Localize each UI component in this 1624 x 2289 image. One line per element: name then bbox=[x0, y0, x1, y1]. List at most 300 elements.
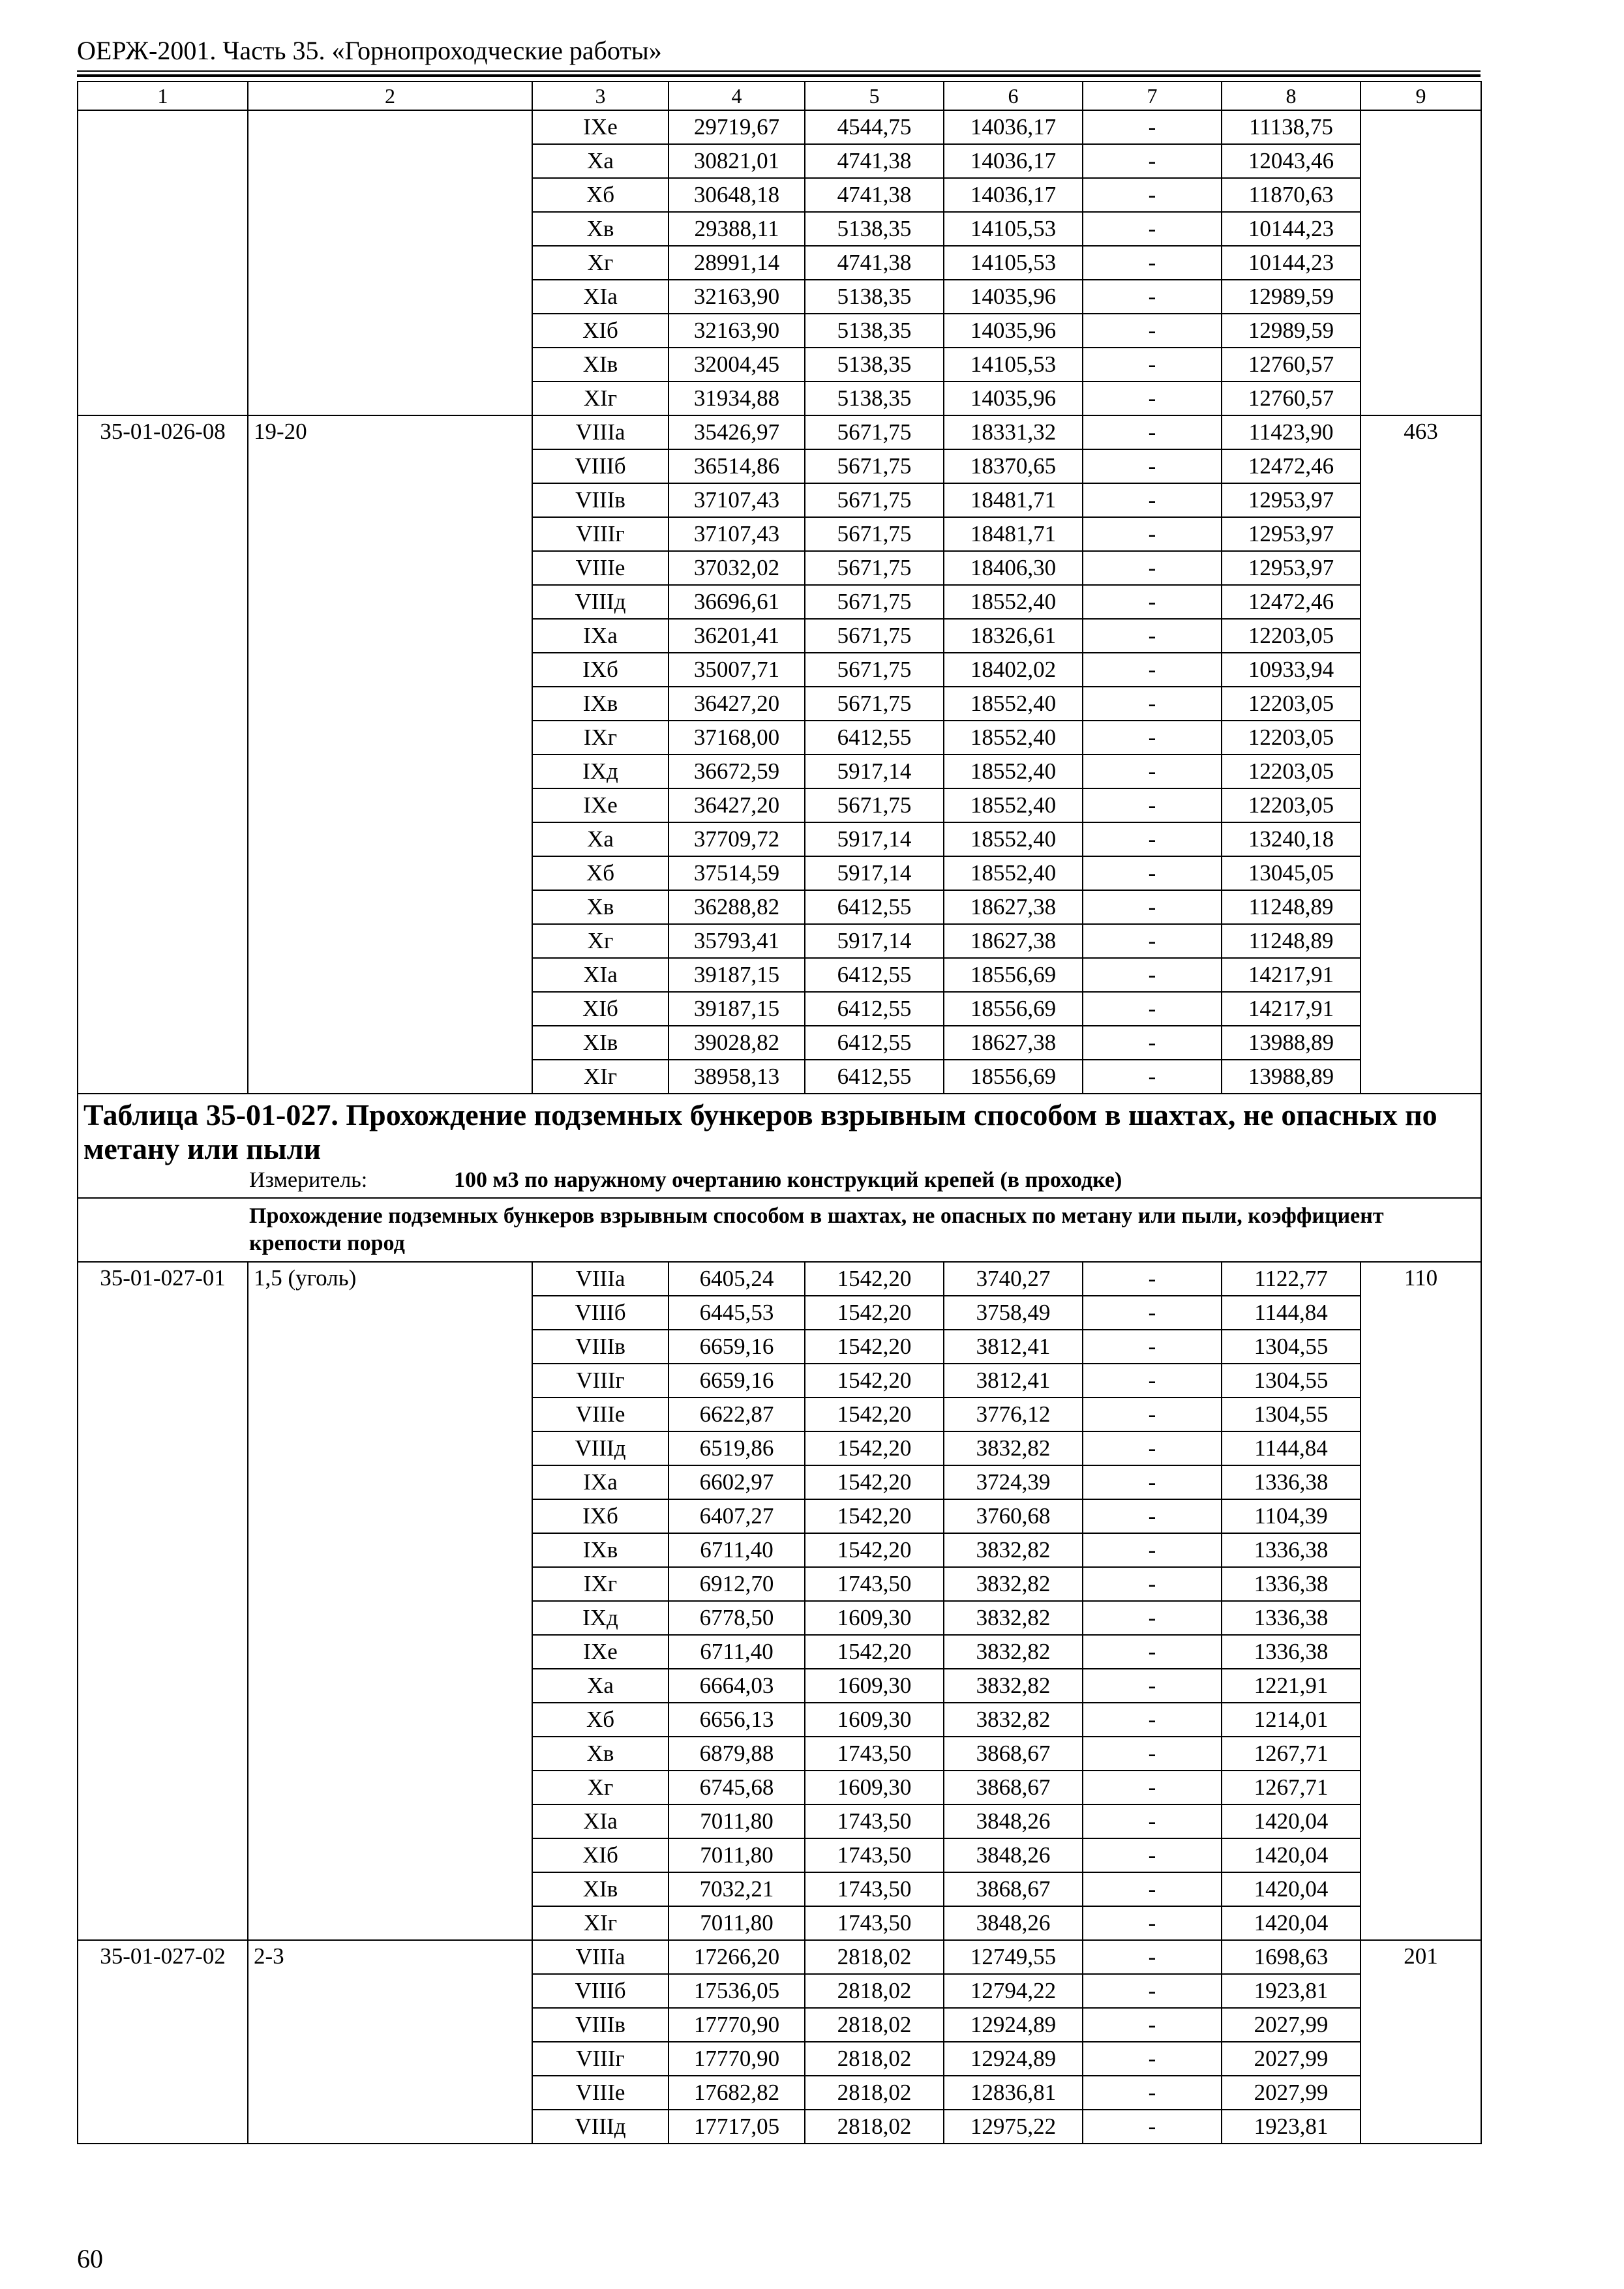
table-cell: 17266,20 bbox=[669, 1940, 805, 1974]
table-cell: - bbox=[1083, 1669, 1222, 1703]
table-cell: 11870,63 bbox=[1222, 178, 1361, 212]
table-cell: 18370,65 bbox=[944, 449, 1083, 483]
table-cell: 1609,30 bbox=[805, 1703, 944, 1737]
table-cell: - bbox=[1083, 1364, 1222, 1398]
table-cell: 6407,27 bbox=[669, 1499, 805, 1533]
table-cell: - bbox=[1083, 1635, 1222, 1669]
table-cell: 1420,04 bbox=[1222, 1804, 1361, 1838]
table-cell: 18552,40 bbox=[944, 856, 1083, 890]
table-cell: 6602,97 bbox=[669, 1465, 805, 1499]
table-cell: 2027,99 bbox=[1222, 2042, 1361, 2076]
table-cell: 39028,82 bbox=[669, 1026, 805, 1060]
table-cell: Xa bbox=[532, 822, 669, 856]
table-cell: 12203,05 bbox=[1222, 687, 1361, 721]
table-cell: 12975,22 bbox=[944, 2110, 1083, 2144]
table-cell: - bbox=[1083, 1330, 1222, 1364]
table-cell: 1542,20 bbox=[805, 1533, 944, 1567]
table-cell: 1923,81 bbox=[1222, 1974, 1361, 2008]
table-cell: 37709,72 bbox=[669, 822, 805, 856]
table-cell: 1743,50 bbox=[805, 1838, 944, 1872]
table-cell: Xг bbox=[532, 246, 669, 280]
col9-value: 463 bbox=[1361, 415, 1481, 1094]
table-cell: 37168,00 bbox=[669, 721, 805, 755]
table-cell: - bbox=[1083, 178, 1222, 212]
table-cell: 5138,35 bbox=[805, 212, 944, 246]
table-cell: 6711,40 bbox=[669, 1635, 805, 1669]
table-cell: - bbox=[1083, 2076, 1222, 2110]
table-cell: VIIIa bbox=[532, 1940, 669, 1974]
table-cell: - bbox=[1083, 2110, 1222, 2144]
table-cell: 18402,02 bbox=[944, 653, 1083, 687]
table-cell: 1420,04 bbox=[1222, 1906, 1361, 1940]
table-cell: 28991,14 bbox=[669, 246, 805, 280]
table-cell: - bbox=[1083, 992, 1222, 1026]
table-title: Таблица 35-01-027. Прохождение подземных бункеров взрывным способом в шахтах, не опасных по метану или пыли bbox=[83, 1098, 1437, 1165]
table-cell: XIв bbox=[532, 1026, 669, 1060]
table-cell: Xa bbox=[532, 1669, 669, 1703]
table-cell: 12989,59 bbox=[1222, 280, 1361, 314]
table-cell: VIIIв bbox=[532, 1330, 669, 1364]
table-cell: 1144,84 bbox=[1222, 1296, 1361, 1330]
rate-code: 35-01-027-02 bbox=[78, 1940, 248, 2144]
table-cell: 18552,40 bbox=[944, 822, 1083, 856]
table-cell: 6412,55 bbox=[805, 1060, 944, 1094]
table-cell: IXв bbox=[532, 1533, 669, 1567]
table-cell: 3812,41 bbox=[944, 1330, 1083, 1364]
table-cell: 3848,26 bbox=[944, 1838, 1083, 1872]
table-cell: 5671,75 bbox=[805, 619, 944, 653]
table-cell: - bbox=[1083, 348, 1222, 382]
table-cell: 6656,13 bbox=[669, 1703, 805, 1737]
rate-code bbox=[78, 110, 248, 415]
table-cell: 37514,59 bbox=[669, 856, 805, 890]
column-number: 8 bbox=[1222, 82, 1361, 110]
table-cell: 17770,90 bbox=[669, 2008, 805, 2042]
table-cell: 3724,39 bbox=[944, 1465, 1083, 1499]
table-cell: 1104,39 bbox=[1222, 1499, 1361, 1533]
table-cell: XIг bbox=[532, 1906, 669, 1940]
table-cell: 12203,05 bbox=[1222, 788, 1361, 822]
table-cell: 1542,20 bbox=[805, 1330, 944, 1364]
table-cell: - bbox=[1083, 246, 1222, 280]
table-cell: XIв bbox=[532, 348, 669, 382]
column-number: 3 bbox=[532, 82, 669, 110]
column-number: 4 bbox=[669, 82, 805, 110]
table-cell: VIIIд bbox=[532, 2110, 669, 2144]
table-row bbox=[78, 110, 1481, 144]
table-cell: - bbox=[1083, 382, 1222, 415]
table-cell: - bbox=[1083, 788, 1222, 822]
table-cell: - bbox=[1083, 856, 1222, 890]
table-cell: 12760,57 bbox=[1222, 382, 1361, 415]
table-cell: 18552,40 bbox=[944, 721, 1083, 755]
table-cell: 5917,14 bbox=[805, 924, 944, 958]
table-cell: 5671,75 bbox=[805, 551, 944, 585]
table-cell: - bbox=[1083, 687, 1222, 721]
table-cell: XIв bbox=[532, 1872, 669, 1906]
table-cell: 13988,89 bbox=[1222, 1026, 1361, 1060]
table-cell: 35007,71 bbox=[669, 653, 805, 687]
table-cell: 30821,01 bbox=[669, 144, 805, 178]
rate-code: 35-01-027-01 bbox=[78, 1262, 248, 1940]
table-cell: 1214,01 bbox=[1222, 1703, 1361, 1737]
rock-hardness: 19-20 bbox=[248, 415, 532, 1094]
table-cell: - bbox=[1083, 1533, 1222, 1567]
table-cell: 5917,14 bbox=[805, 755, 944, 788]
table-cell: 7011,80 bbox=[669, 1838, 805, 1872]
table-cell: 3760,68 bbox=[944, 1499, 1083, 1533]
table-cell: 2027,99 bbox=[1222, 2076, 1361, 2110]
table-cell: 11248,89 bbox=[1222, 924, 1361, 958]
table-cell: VIIIв bbox=[532, 2008, 669, 2042]
table-cell: 1122,77 bbox=[1222, 1262, 1361, 1296]
table-cell: 11423,90 bbox=[1222, 415, 1361, 449]
table-cell: 18326,61 bbox=[944, 619, 1083, 653]
page-number: 60 bbox=[77, 2244, 103, 2273]
table-cell: - bbox=[1083, 144, 1222, 178]
table-cell: 13988,89 bbox=[1222, 1060, 1361, 1094]
table-cell: - bbox=[1083, 1431, 1222, 1465]
table-cell: 3832,82 bbox=[944, 1533, 1083, 1567]
table-cell: 5138,35 bbox=[805, 314, 944, 348]
table-cell: 17682,82 bbox=[669, 2076, 805, 2110]
table-cell: 18556,69 bbox=[944, 958, 1083, 992]
table-cell: 14217,91 bbox=[1222, 992, 1361, 1026]
table-cell: 3832,82 bbox=[944, 1601, 1083, 1635]
table-cell: IXг bbox=[532, 721, 669, 755]
table-cell: 1221,91 bbox=[1222, 1669, 1361, 1703]
table-cell: 36672,59 bbox=[669, 755, 805, 788]
table-cell: 3868,67 bbox=[944, 1872, 1083, 1906]
table-cell: 3848,26 bbox=[944, 1804, 1083, 1838]
table-cell: 13045,05 bbox=[1222, 856, 1361, 890]
unit-line bbox=[83, 1166, 1475, 1195]
table-cell: 4741,38 bbox=[805, 144, 944, 178]
column-number: 5 bbox=[805, 82, 944, 110]
table-cell: VIIIд bbox=[532, 585, 669, 619]
table-cell: 6519,86 bbox=[669, 1431, 805, 1465]
table-cell: XIг bbox=[532, 382, 669, 415]
table-cell: 36696,61 bbox=[669, 585, 805, 619]
table-cell: VIIIг bbox=[532, 517, 669, 551]
table-cell: Xб bbox=[532, 1703, 669, 1737]
table-cell: 12749,55 bbox=[944, 1940, 1083, 1974]
table-cell: 1336,38 bbox=[1222, 1567, 1361, 1601]
table-cell: 3740,27 bbox=[944, 1262, 1083, 1296]
table-cell: 6879,88 bbox=[669, 1737, 805, 1771]
table-cell: 1743,50 bbox=[805, 1804, 944, 1838]
table-cell: - bbox=[1083, 212, 1222, 246]
column-number: 6 bbox=[944, 82, 1083, 110]
table-cell: - bbox=[1083, 1906, 1222, 1940]
table-cell: IXд bbox=[532, 755, 669, 788]
table-cell: - bbox=[1083, 1737, 1222, 1771]
table-cell: 12924,89 bbox=[944, 2042, 1083, 2076]
table-cell: 17536,05 bbox=[669, 1974, 805, 2008]
table-cell: 1336,38 bbox=[1222, 1533, 1361, 1567]
table-cell: - bbox=[1083, 1465, 1222, 1499]
table-cell: 5671,75 bbox=[805, 483, 944, 517]
rates-table bbox=[77, 81, 1482, 2144]
table-cell: IXa bbox=[532, 619, 669, 653]
table-cell: - bbox=[1083, 822, 1222, 856]
table-cell: 12760,57 bbox=[1222, 348, 1361, 382]
table-cell: 12472,46 bbox=[1222, 585, 1361, 619]
table-cell: IXг bbox=[532, 1567, 669, 1601]
table-cell: VIIIг bbox=[532, 2042, 669, 2076]
table-cell: 36514,86 bbox=[669, 449, 805, 483]
table-cell: 29719,67 bbox=[669, 110, 805, 144]
table-cell: 1542,20 bbox=[805, 1431, 944, 1465]
table-cell: Xв bbox=[532, 1737, 669, 1771]
table-cell: 6412,55 bbox=[805, 1026, 944, 1060]
table-cell: 18627,38 bbox=[944, 890, 1083, 924]
table-cell: XIa bbox=[532, 280, 669, 314]
table-cell: Xa bbox=[532, 144, 669, 178]
rock-hardness bbox=[248, 110, 532, 415]
table-cell: 1542,20 bbox=[805, 1262, 944, 1296]
table-cell: 12989,59 bbox=[1222, 314, 1361, 348]
table-cell: 32004,45 bbox=[669, 348, 805, 382]
table-cell: 18552,40 bbox=[944, 585, 1083, 619]
table-cell: 6711,40 bbox=[669, 1533, 805, 1567]
table-cell: 1542,20 bbox=[805, 1465, 944, 1499]
table-cell: VIIIe bbox=[532, 551, 669, 585]
table-cell: 1304,55 bbox=[1222, 1364, 1361, 1398]
table-cell: - bbox=[1083, 1398, 1222, 1431]
table-cell: 6664,03 bbox=[669, 1669, 805, 1703]
table-cell: 1923,81 bbox=[1222, 2110, 1361, 2144]
table-cell: 5671,75 bbox=[805, 653, 944, 687]
table-cell: 36201,41 bbox=[669, 619, 805, 653]
table-cell: 6778,50 bbox=[669, 1601, 805, 1635]
table-cell: XIa bbox=[532, 1804, 669, 1838]
table-cell: - bbox=[1083, 110, 1222, 144]
table-cell: VIIIв bbox=[532, 483, 669, 517]
table-cell: 5671,75 bbox=[805, 449, 944, 483]
table-cell: - bbox=[1083, 1296, 1222, 1330]
col9-value: 110 bbox=[1361, 1262, 1481, 1940]
table-cell: 6745,68 bbox=[669, 1771, 805, 1804]
col9-value: 201 bbox=[1361, 1940, 1481, 2144]
table-cell: 5917,14 bbox=[805, 822, 944, 856]
table-cell: 4741,38 bbox=[805, 178, 944, 212]
table-cell: 36288,82 bbox=[669, 890, 805, 924]
table-cell: 1743,50 bbox=[805, 1906, 944, 1940]
table-cell: 10933,94 bbox=[1222, 653, 1361, 687]
table-cell: IXe bbox=[532, 1635, 669, 1669]
table-cell: 5671,75 bbox=[805, 585, 944, 619]
table-cell: 6622,87 bbox=[669, 1398, 805, 1431]
table-cell: 14105,53 bbox=[944, 212, 1083, 246]
table-cell: 10144,23 bbox=[1222, 212, 1361, 246]
table-cell: 5671,75 bbox=[805, 517, 944, 551]
table-cell: 1609,30 bbox=[805, 1669, 944, 1703]
column-number: 1 bbox=[78, 82, 248, 110]
table-cell: 14217,91 bbox=[1222, 958, 1361, 992]
table-cell: 1267,71 bbox=[1222, 1771, 1361, 1804]
table-cell: VIIIб bbox=[532, 449, 669, 483]
running-header: ОЕРЖ-2001. Часть 35. «Горнопроходческие работы» bbox=[77, 36, 662, 65]
table-cell: 1304,55 bbox=[1222, 1330, 1361, 1364]
table-cell: - bbox=[1083, 1601, 1222, 1635]
table-row bbox=[78, 415, 1481, 449]
table-cell: 14036,17 bbox=[944, 144, 1083, 178]
table-cell: 5671,75 bbox=[805, 415, 944, 449]
table-cell: 2818,02 bbox=[805, 1974, 944, 2008]
table-cell: 37107,43 bbox=[669, 483, 805, 517]
table-cell: Xв bbox=[532, 212, 669, 246]
rate-code: 35-01-026-08 bbox=[78, 415, 248, 1094]
table-cell: - bbox=[1083, 1060, 1222, 1094]
table-cell: Xг bbox=[532, 1771, 669, 1804]
table-cell: 39187,15 bbox=[669, 992, 805, 1026]
rock-hardness: 2-3 bbox=[248, 1940, 532, 2144]
table-cell: 1609,30 bbox=[805, 1771, 944, 1804]
table-cell: 14105,53 bbox=[944, 246, 1083, 280]
table-cell: 11248,89 bbox=[1222, 890, 1361, 924]
table-cell: 3848,26 bbox=[944, 1906, 1083, 1940]
table-cell: - bbox=[1083, 1771, 1222, 1804]
table-cell: 2818,02 bbox=[805, 1940, 944, 1974]
table-cell: - bbox=[1083, 517, 1222, 551]
table-cell: 32163,90 bbox=[669, 314, 805, 348]
table-cell: 1743,50 bbox=[805, 1737, 944, 1771]
table-cell: 1336,38 bbox=[1222, 1601, 1361, 1635]
table-cell: 14035,96 bbox=[944, 382, 1083, 415]
table-cell: 18556,69 bbox=[944, 1060, 1083, 1094]
table-cell: 3868,67 bbox=[944, 1771, 1083, 1804]
table-cell: 1304,55 bbox=[1222, 1398, 1361, 1431]
table-cell: IXa bbox=[532, 1465, 669, 1499]
table-cell: 3832,82 bbox=[944, 1635, 1083, 1669]
table-cell: - bbox=[1083, 924, 1222, 958]
table-cell: - bbox=[1083, 2008, 1222, 2042]
table-cell: - bbox=[1083, 551, 1222, 585]
table-cell: 7011,80 bbox=[669, 1804, 805, 1838]
table-cell: 5671,75 bbox=[805, 687, 944, 721]
table-cell: - bbox=[1083, 890, 1222, 924]
table-cell: 3776,12 bbox=[944, 1398, 1083, 1431]
table-cell: 14036,17 bbox=[944, 178, 1083, 212]
table-cell: VIIIб bbox=[532, 1296, 669, 1330]
table-cell: - bbox=[1083, 314, 1222, 348]
table-cell: 3832,82 bbox=[944, 1669, 1083, 1703]
table-cell: - bbox=[1083, 2042, 1222, 2076]
table-cell: 6659,16 bbox=[669, 1364, 805, 1398]
header-rule-thick bbox=[77, 74, 1481, 77]
table-cell: 35426,97 bbox=[669, 415, 805, 449]
table-cell: 3868,67 bbox=[944, 1737, 1083, 1771]
table-cell: VIIIe bbox=[532, 2076, 669, 2110]
table-cell: 18552,40 bbox=[944, 788, 1083, 822]
table-cell: 6412,55 bbox=[805, 958, 944, 992]
table-cell: IXв bbox=[532, 687, 669, 721]
table-cell: 36427,20 bbox=[669, 687, 805, 721]
table-cell: 1609,30 bbox=[805, 1601, 944, 1635]
table-cell: 12472,46 bbox=[1222, 449, 1361, 483]
table-cell: 12794,22 bbox=[944, 1974, 1083, 2008]
table-cell: IXб bbox=[532, 1499, 669, 1533]
table-cell: 29388,11 bbox=[669, 212, 805, 246]
table-cell: 13240,18 bbox=[1222, 822, 1361, 856]
table-cell: 6412,55 bbox=[805, 890, 944, 924]
table-cell: 1542,20 bbox=[805, 1398, 944, 1431]
table-cell: 5671,75 bbox=[805, 788, 944, 822]
table-row bbox=[78, 1940, 1481, 1974]
table-cell: 18627,38 bbox=[944, 1026, 1083, 1060]
table-cell: - bbox=[1083, 1567, 1222, 1601]
table-cell: - bbox=[1083, 1703, 1222, 1737]
table-cell: 2818,02 bbox=[805, 2110, 944, 2144]
table-cell: 1336,38 bbox=[1222, 1465, 1361, 1499]
table-cell: 32163,90 bbox=[669, 280, 805, 314]
table-cell: - bbox=[1083, 755, 1222, 788]
table-cell: - bbox=[1083, 619, 1222, 653]
table-cell: 6405,24 bbox=[669, 1262, 805, 1296]
table-cell: 17770,90 bbox=[669, 2042, 805, 2076]
table-cell: 3812,41 bbox=[944, 1364, 1083, 1398]
table-cell: 10144,23 bbox=[1222, 246, 1361, 280]
table-cell: 1336,38 bbox=[1222, 1635, 1361, 1669]
table-subtitle: Прохождение подземных бункеров взрывным способом в шахтах, не опасных по метану или пыли, коэффициент крепости пород bbox=[78, 1198, 1481, 1262]
table-cell: Xб bbox=[532, 178, 669, 212]
table-cell: 18481,71 bbox=[944, 517, 1083, 551]
table-cell: - bbox=[1083, 1804, 1222, 1838]
table-cell: 1542,20 bbox=[805, 1296, 944, 1330]
table-cell: 1542,20 bbox=[805, 1499, 944, 1533]
table-cell: 11138,75 bbox=[1222, 110, 1361, 144]
table-cell: Xб bbox=[532, 856, 669, 890]
table-cell: 1542,20 bbox=[805, 1364, 944, 1398]
table-cell: XIб bbox=[532, 1838, 669, 1872]
col9-value bbox=[1361, 110, 1481, 415]
column-number: 9 bbox=[1361, 82, 1481, 110]
table-cell: 18406,30 bbox=[944, 551, 1083, 585]
table-cell: 6659,16 bbox=[669, 1330, 805, 1364]
table-cell: VIIIa bbox=[532, 415, 669, 449]
table-cell: 18331,32 bbox=[944, 415, 1083, 449]
table-cell: 1267,71 bbox=[1222, 1737, 1361, 1771]
table-cell: 12203,05 bbox=[1222, 721, 1361, 755]
table-cell: 6912,70 bbox=[669, 1567, 805, 1601]
table-title-row bbox=[78, 1094, 1481, 1198]
table-cell: 14035,96 bbox=[944, 314, 1083, 348]
table-cell: 18481,71 bbox=[944, 483, 1083, 517]
table-cell: 14105,53 bbox=[944, 348, 1083, 382]
table-cell: 1743,50 bbox=[805, 1567, 944, 1601]
header-rule-thin bbox=[77, 70, 1481, 72]
table-cell: 18556,69 bbox=[944, 992, 1083, 1026]
table-cell: 5138,35 bbox=[805, 382, 944, 415]
table-cell: 2818,02 bbox=[805, 2042, 944, 2076]
table-cell: - bbox=[1083, 1838, 1222, 1872]
table-cell: VIIIг bbox=[532, 1364, 669, 1398]
table-row bbox=[78, 1262, 1481, 1296]
table-cell: - bbox=[1083, 1940, 1222, 1974]
table-cell: 12924,89 bbox=[944, 2008, 1083, 2042]
unit-value: 100 м3 по наружному очертанию конструкций крепей (в проходке) bbox=[454, 1168, 1122, 1192]
table-cell: - bbox=[1083, 585, 1222, 619]
table-cell: - bbox=[1083, 1872, 1222, 1906]
table-cell: - bbox=[1083, 1026, 1222, 1060]
table-cell: 12836,81 bbox=[944, 2076, 1083, 2110]
table-cell: VIIIa bbox=[532, 1262, 669, 1296]
table-cell: 7011,80 bbox=[669, 1906, 805, 1940]
table-cell: 18627,38 bbox=[944, 924, 1083, 958]
table-cell: 4544,75 bbox=[805, 110, 944, 144]
table-subtitle-row bbox=[78, 1198, 1481, 1262]
